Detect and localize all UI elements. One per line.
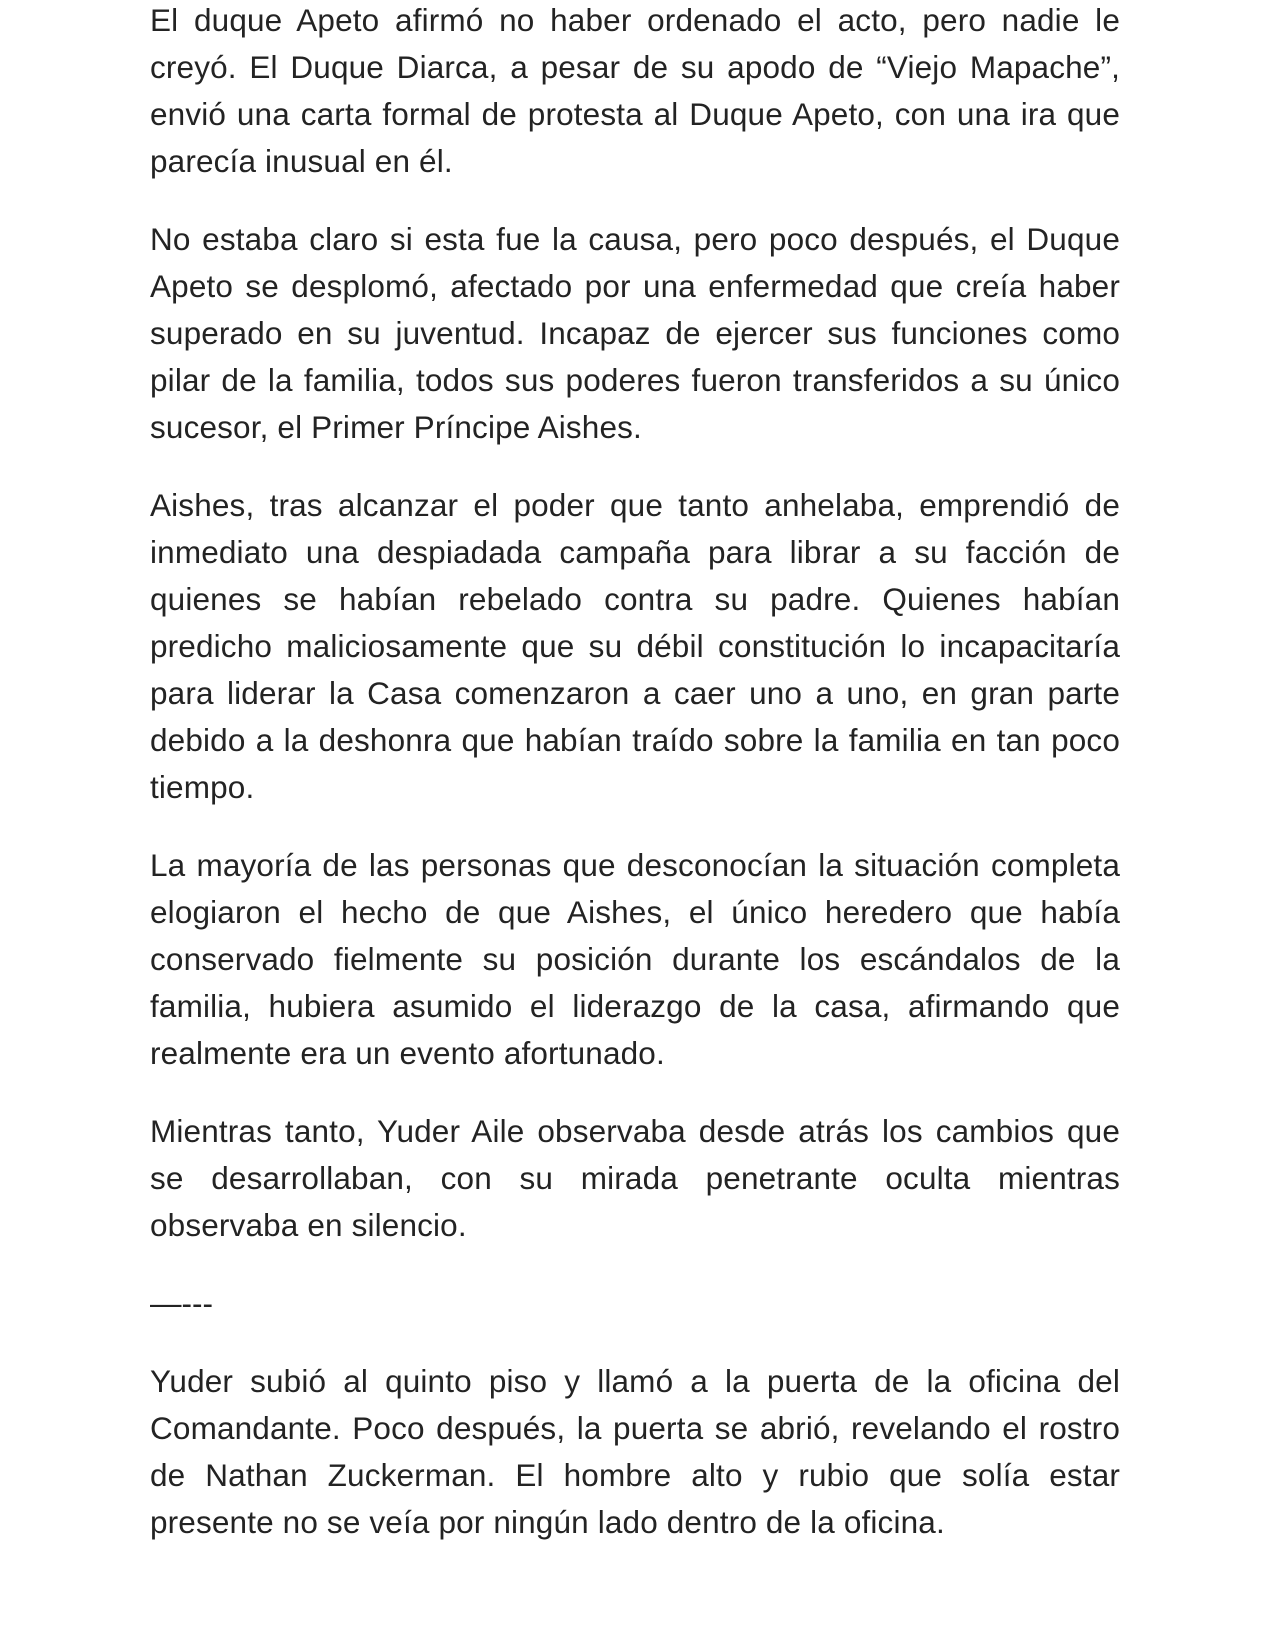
paragraph: El duque Apeto afirmó no haber ordenado el acto, pero nadie le creyó. El Duque Diarca, a pesar de su apodo de “Viejo Mapache”, envió una carta formal de protesta al Duque Apeto, con una ira que parecía inusual en él.	[150, 2, 1120, 179]
document-page	[150, 0, 1120, 1577]
paragraph: No estaba claro si esta fue la causa, pero poco después, el Duque Apeto se desplomó, afectado por una enfermedad que creía haber superado en su juventud. Incapaz de ejercer sus funciones como pilar de la familia, todos sus poderes fueron transferidos a su único sucesor, el Primer Príncipe Aishes.	[150, 221, 1120, 445]
paragraph: Aishes, tras alcanzar el poder que tanto anhelaba, emprendió de inmediato una despiadada campaña para librar a su facción de quienes se habían rebelado contra su padre. Quienes habían predicho maliciosamente que su débil constitución lo incapacitaría para liderar la Casa comenzaron a caer uno a uno, en gran parte debido a la deshonra que habían traído sobre la familia en tan poco tiempo.	[150, 487, 1120, 805]
paragraph: Mientras tanto, Yuder Aile observaba desde atrás los cambios que se desarrollaban, con su mirada penetrante oculta mientras observaba en silencio.	[150, 1113, 1120, 1243]
paragraph: Yuder subió al quinto piso y llamó a la puerta de la oficina del Comandante. Poco después, la puerta se abrió, revelando el rostro de Nathan Zuckerman. El hombre alto y rubio que solía estar presente no se veía por ningún lado dentro de la oficina.	[150, 1363, 1120, 1540]
scene-divider: —---	[150, 1285, 213, 1321]
paragraph: La mayoría de las personas que desconocían la situación completa elogiaron el hecho de que Aishes, el único heredero que había conservado fielmente su posición durante los escándalos de la familia, hubiera asumido el liderazgo de la casa, afirmando que realmente era un evento afortunado.	[150, 847, 1120, 1071]
